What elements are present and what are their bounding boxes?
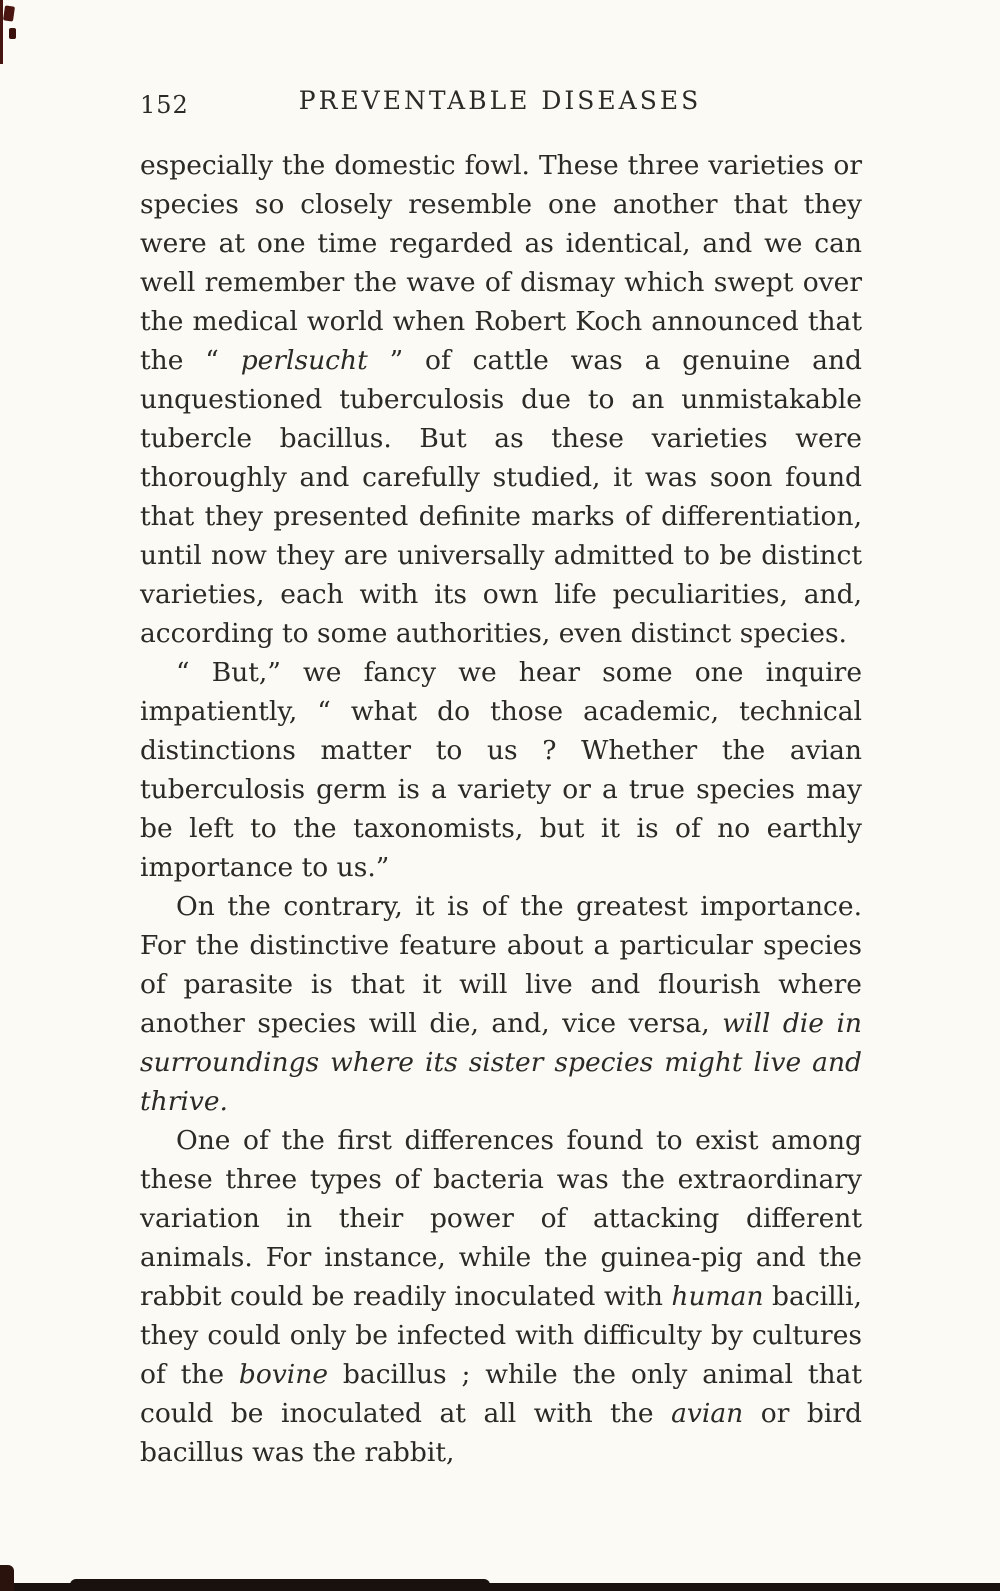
scan-left-edge-artifact xyxy=(0,0,3,64)
scan-speck-artifact xyxy=(3,5,15,21)
text-segment: On the contrary, it is of the greatest importance. For the distinctive feature about a particular species of parasite is that it will live and flourish where another species will die, and, vice versa, xyxy=(140,891,862,1039)
text-segment: or bird bacillus was the rabbit, xyxy=(140,1398,862,1468)
paragraph-1 xyxy=(140,146,862,653)
page-body xyxy=(140,146,862,1472)
running-title: PREVENTABLE DISEASES xyxy=(298,86,702,115)
italic-term-perlsucht: perlsucht xyxy=(240,345,368,376)
italic-term-bovine: bovine xyxy=(238,1359,329,1390)
paragraph-2 xyxy=(140,653,862,887)
page-number: 152 xyxy=(140,91,189,119)
text-segment: especially the domestic fowl. These three varieties or species so closely resemble one another that they were at one time regarded as identical, and we can well remember the wave of dismay which swept over the medical world when Robert Koch announced that the “ xyxy=(140,150,862,376)
paragraph-4 xyxy=(140,1121,862,1472)
text-segment: One of the first differences found to exist among these three types of bacteria was the extraordinary variation in their power of attacking different animals. For instance, while the guinea-pig and the rabbit could be readily inoculated with xyxy=(140,1125,862,1312)
text-segment: “ But,” we fancy we hear some one inquire impatiently, “ what do those academic, technical distinctions matter to us ? Whether the avian tuberculosis germ is a variety or a true species may be left to the taxonomists, but it is of no earthly importance to us.” xyxy=(140,657,862,883)
scan-corner-artifact xyxy=(0,1565,14,1591)
italic-term-human: human xyxy=(671,1281,764,1312)
paragraph-3 xyxy=(140,887,862,1121)
scan-bottom-edge-artifact xyxy=(70,1579,490,1591)
text-segment: bacilli, they could only be infected with difficulty by cultures of the xyxy=(140,1281,862,1390)
italic-emphasis: will die in surroundings where its sister species might live and thrive. xyxy=(140,1008,863,1117)
text-segment: bacillus ; while the only animal that could be inoculated at all with the xyxy=(140,1359,862,1429)
italic-term-avian: avian xyxy=(671,1398,744,1429)
text-segment: ” of cattle was a genuine and unquestioned tuberculosis due to an unmistakable tubercle bacillus. But as these varieties were thoroughly and carefully studied, it was soon found that they presented definite marks of differentiation, until now they are universally admitted to be distinct varieties, each with its own life peculiarities, and, according to some authorities, even distinct species. xyxy=(140,345,863,649)
page-header xyxy=(140,86,860,122)
scan-speck-artifact xyxy=(9,28,16,39)
